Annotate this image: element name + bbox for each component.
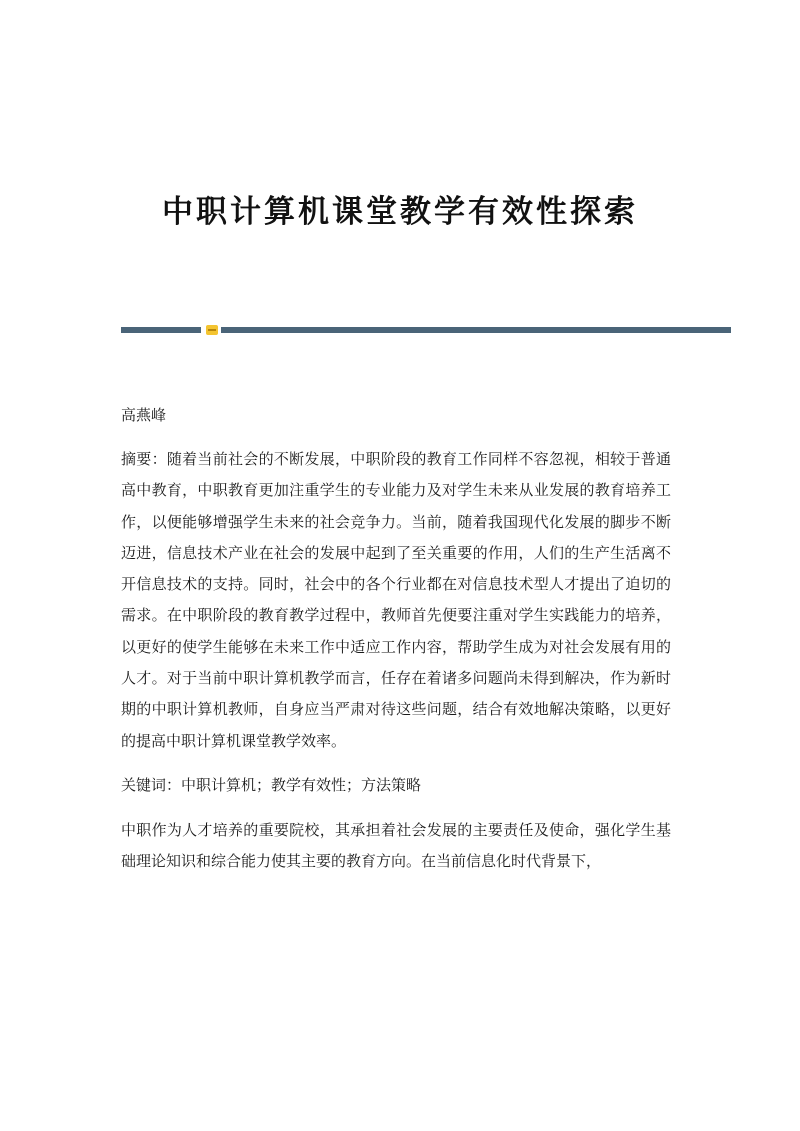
folder-icon (206, 325, 218, 335)
divider-bar-right (221, 327, 731, 333)
document-body (121, 403, 671, 878)
abstract-paragraph: 摘要：随着当前社会的不断发展，中职阶段的教育工作同样不容忽视，相较于普通高中教育，中职教育更加注重学生的专业能力及对学生未来从业发展的教育培养工作，以便能够增强学生未来的社会竞争力。当前，随着我国现代化发展的脚步不断迈进，信息技术产业在社会的发展中起到了至关重要的作用，人们的生产生活离不开信息技术的支持。同时，社会中的各个行业都在对信息技术型人才提出了迫切的需求。在中职阶段的教育教学过程中，教师首先便要注重对学生实践能力的培养，以更好的使学生能够在未来工作中适应工作内容，帮助学生成为对社会发展有用的人才。对于当前中职计算机教学而言，任存在着诸多问题尚未得到解决，作为新时期的中职计算机教师，自身应当严肃对待这些问题，结合有效地解决策略，以更好的提高中职计算机课堂教学效率。 (121, 450, 671, 750)
author-name: 高燕峰 (121, 406, 167, 424)
document-title: 中职计算机课堂教学有效性探索 (162, 194, 638, 230)
keywords-line: 关键词：中职计算机；教学有效性；方法策略 (121, 775, 422, 794)
divider-bar-left (121, 327, 201, 333)
body-paragraph: 中职作为人才培养的重要院校，其承担着社会发展的主要责任及使命，强化学生基础理论知识和综合能力使其主要的教育方向。在当前信息化时代背景下， (121, 820, 671, 871)
title-divider (121, 324, 731, 336)
